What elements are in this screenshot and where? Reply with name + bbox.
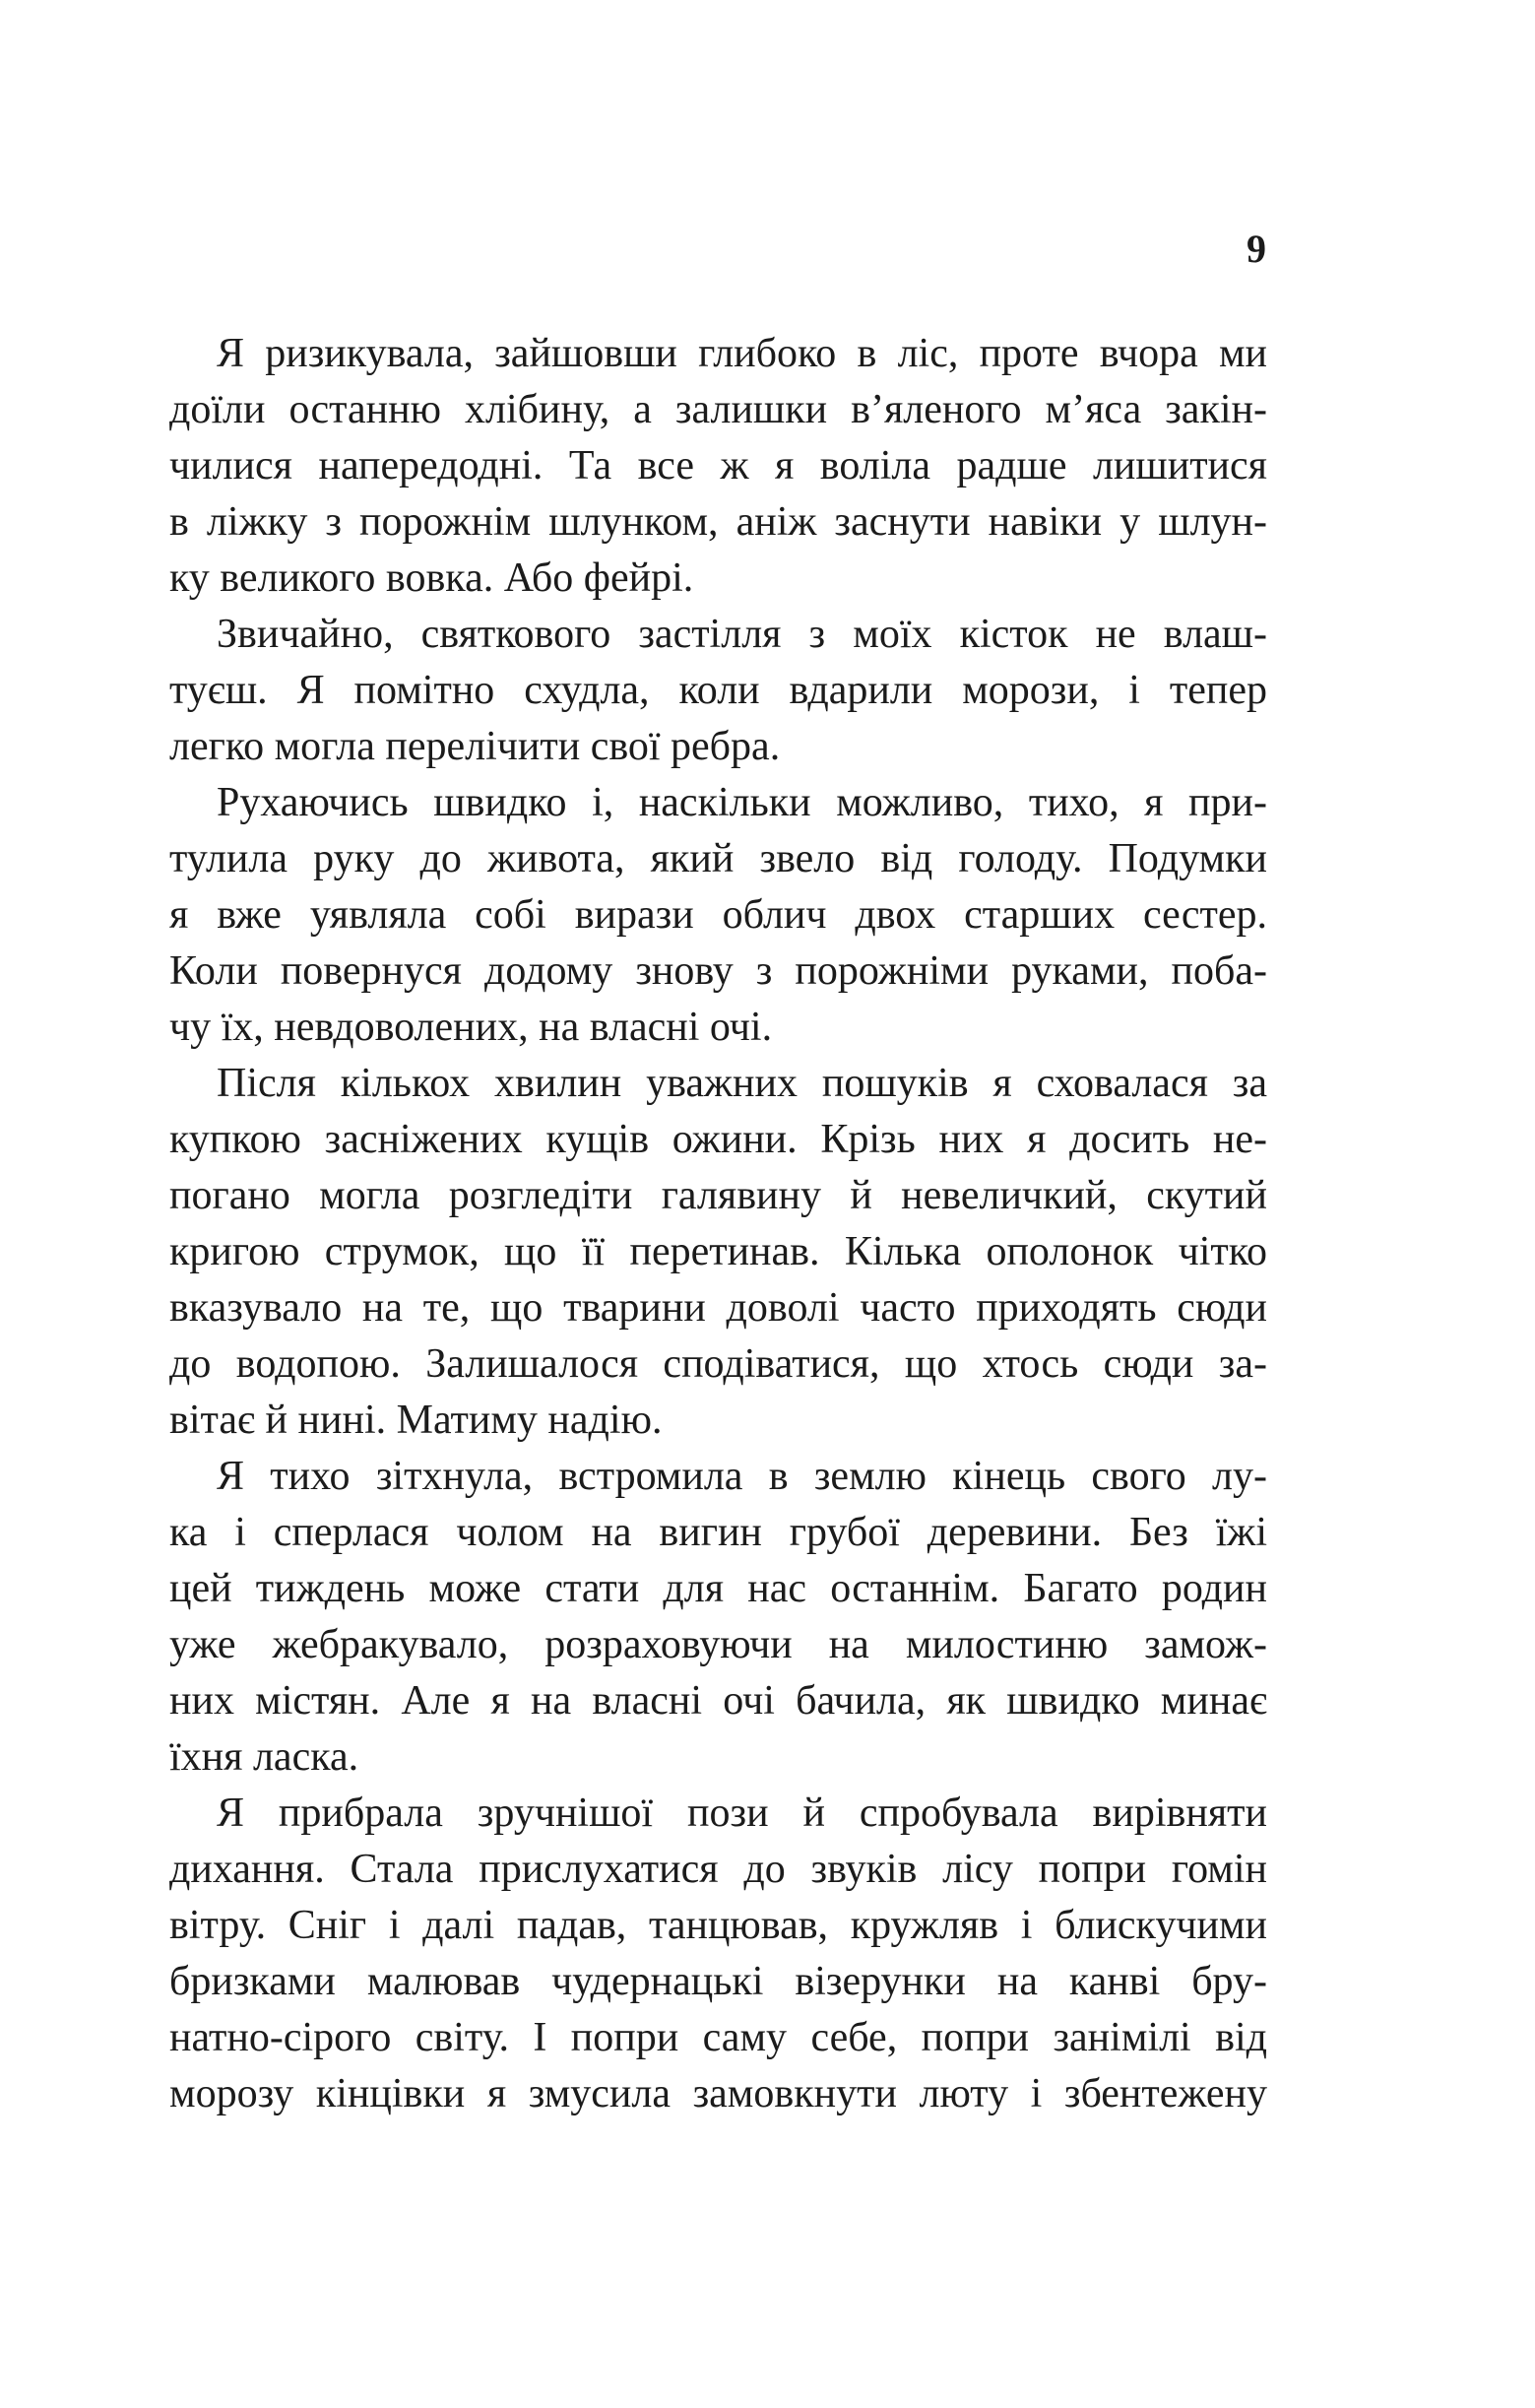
text-line: уже жебракувало, розраховуючи на милостиню замож- <box>169 1622 1267 1667</box>
text-line: чилися напередодні. Та все ж я воліла радше лишитися <box>169 443 1267 488</box>
text-line: в ліжку з порожнім шлунком, аніж заснути навіки у шлун- <box>169 499 1267 545</box>
text-line: доїли останню хлібину, а залишки в’яленого м’яса закін- <box>169 387 1267 432</box>
text-line: вітру. Сніг і далі падав, танцював, кружляв і блискучими <box>169 1903 1267 1948</box>
text-line: ку великого вовка. Або фейрі. <box>169 555 694 601</box>
text-line: Рухаючись швидко і, наскільки можливо, тихо, я при- <box>217 780 1267 825</box>
text-line: Після кількох хвилин уважних пошуків я сховалася за <box>217 1061 1267 1106</box>
text-line: туєш. Я помітно схудла, коли вдарили морози, і тепер <box>169 668 1267 713</box>
text-line: купкою засніжених кущів ожини. Крізь них я досить не- <box>169 1117 1267 1162</box>
text-line: Я тихо зітхнула, встромила в землю кінець свого лу- <box>217 1454 1267 1499</box>
text-line: Я прибрала зручнішої пози й спробувала вирівняти <box>217 1790 1267 1836</box>
text-line: бризками малював чудернацькі візерунки на канві бру- <box>169 1959 1267 2004</box>
text-line: цей тиждень може стати для нас останнім. Багато родин <box>169 1566 1267 1611</box>
text-line: їхня ласка. <box>169 1734 359 1780</box>
text-line: погано могла розгледіти галявину й невеличкий, скутий <box>169 1173 1267 1218</box>
text-line: Я ризикувала, зайшовши глибоко в ліс, проте вчора ми <box>217 331 1267 376</box>
paragraph <box>169 1786 1267 2122</box>
text-line: Звичайно, святкового застілля з моїх кісток не влаш- <box>217 612 1267 657</box>
paragraph <box>169 1056 1267 1449</box>
text-line: Коли повернуся додому знову з порожніми руками, поба- <box>169 948 1267 994</box>
text-line: морозу кінцівки я змусила замовкнути люту і збентежену <box>169 2071 1267 2116</box>
body-text <box>169 326 1267 2122</box>
page-number: 9 <box>1247 227 1267 271</box>
paragraph <box>169 607 1267 775</box>
text-line: до водопою. Залишалося сподіватися, що хтось сюди за- <box>169 1341 1267 1387</box>
text-line: них містян. Але я на власні очі бачила, як швидко минає <box>169 1678 1267 1724</box>
text-line: легко могла перелічити свої ребра. <box>169 724 781 769</box>
text-line: вітає й нині. Матиму надію. <box>169 1398 663 1443</box>
text-line: натно-сірого світу. І попри саму себе, попри занімілі від <box>169 2015 1267 2060</box>
paragraph <box>169 326 1267 607</box>
text-line: вказувало на те, що тварини доволі часто приходять сюди <box>169 1285 1267 1331</box>
text-line: чу їх, невдоволених, на власні очі. <box>169 1005 773 1050</box>
text-line: я вже уявляла собі вирази облич двох старших сестер. <box>169 892 1267 938</box>
paragraph <box>169 775 1267 1056</box>
text-line: тулила руку до живота, який звело від голоду. Подумки <box>169 836 1267 881</box>
text-line: ка і сперлася чолом на вигин грубої деревини. Без їжі <box>169 1510 1267 1555</box>
paragraph <box>169 1449 1267 1786</box>
text-line: дихання. Стала прислухатися до звуків лісу попри гомін <box>169 1847 1267 1892</box>
text-line: кригою струмок, що її перетинав. Кілька ополонок чітко <box>169 1229 1267 1274</box>
